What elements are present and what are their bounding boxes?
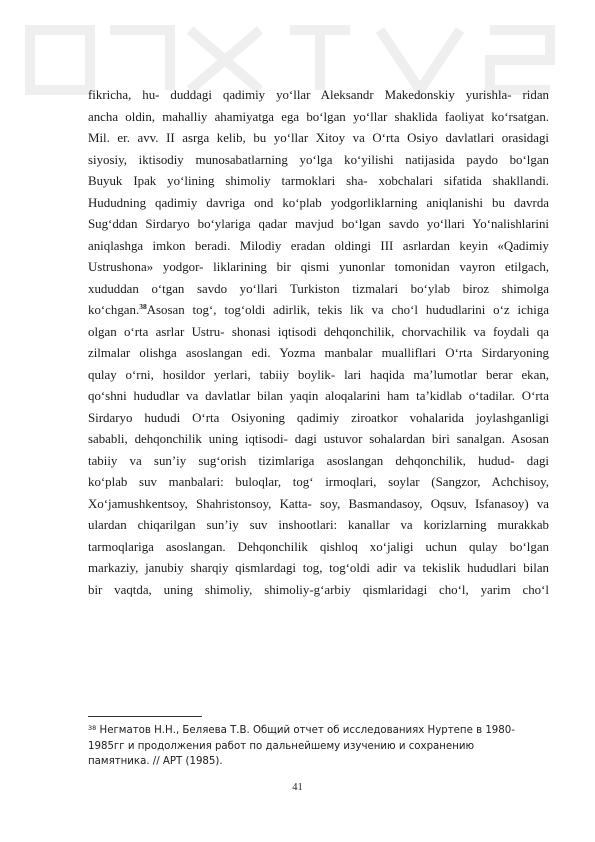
body-line: ancha oldin, mahalliy ahamiyatga ega bo‘lgan yo‘llar shaklida faoliyat ko‘rsatgan.	[88, 109, 549, 124]
body-line: xududdan o‘tgan savdo yo‘llari Turkiston tizmalari bo‘ylab biroz shimolga	[88, 281, 549, 296]
body-line: qulay o‘rni, hosildor yerlari, tabiiy boylik- lari haqida ma’lumotlar berar ekan,	[88, 367, 549, 382]
body-line: Sirdaryo hududi O‘rta Osiyoning qadimiy ziroatkor vohalarida joylashganligi	[88, 410, 549, 425]
body-line: Buyuk Ipak yo‘lining shimoliy tarmoklari sha- xobchalari sifatida shakllandi.	[88, 174, 549, 188]
body-line: tarmoqlariga asoslangan. Dehqonchilik qishloq xo‘jaligi uchun qulay bo‘lgan	[88, 539, 549, 554]
body-line-start: ko‘chgan.	[88, 303, 140, 317]
footnote-line: 1985гг и продолжения работ по дальнейшему изучению и сохранению	[88, 740, 475, 752]
body-line: Sug‘ddan Sirdaryo bo‘ylariga qadar mavjud bo‘lgan savdo yo‘llari Yo‘nalishlarini	[88, 217, 549, 231]
body-line: qo‘shni hududlar va davlatlar bilan yaqin aloqalarini ham ta’kidlab o‘tadilar. O‘rta	[88, 389, 549, 403]
footnote-line	[88, 721, 558, 739]
body-line: Xo‘jamushkentsoy, Shahristonsoy, Katta- soy, Basmandasoy, Oqsuv, Isfanasoy) va	[88, 496, 549, 511]
body-line: bir vaqtda, uning shimoliy, shimoliy-g‘arbiy qismlaridagi cho‘l, yarim cho‘l	[88, 582, 549, 597]
body-line: siyosiy, iktisodiy munosabatlarning yo‘lga ko‘yilishi natijasida paydo bo‘lgan	[88, 152, 549, 167]
body-text	[88, 85, 549, 601]
footnote-text: Негматов Н.Н., Беляева Т.В. Общий отчет об исследованиях Нуртепе в 1980-	[99, 725, 515, 736]
page-number: 41	[292, 782, 303, 793]
body-line-end: Asosan tog‘, tog‘oldi adirlik, tekis lik va cho‘l hududlarini o‘z ichiga	[146, 303, 549, 317]
body-line: fikricha, hu- duddagi qadimiy yo‘llar Aleksandr Makedonskiy yurishla- ridan	[88, 88, 549, 102]
body-line: ko‘plab suv manbalari: buloqlar, tog‘ irmoqlari, soylar (Sangzor, Achchisoy,	[88, 475, 549, 489]
body-line: ulardan chiqarilgan sun’iy suv inshootlari: kanallar va korizlarning murakkab	[88, 518, 549, 532]
body-line: aniqlashga imkon beradi. Milodiy eradan oldingi III asrlardan keyin «Qadimiy	[88, 238, 549, 253]
footnote-line: памятника. // АРТ (1985).	[88, 756, 223, 767]
body-line-with-footnote-ref	[88, 300, 549, 322]
body-line: Ustrushona» yodgor- liklarining bir qismi yunonlar tomonidan vayron etilgach,	[88, 260, 549, 274]
body-line: markaziy, janubiy sharqiy qismlardagi tog, tog‘oldi adir va tekislik hududlari bilan	[88, 561, 549, 575]
body-line: sababli, dehqonchilik uning iqtisodi- dagi ustuvor sohalardan biri sanalgan. Asosan	[88, 432, 549, 446]
body-line: Hududning qadimiy davriga ond ko‘plab yodgorliklarning aniqlanishi bu davrda	[88, 195, 549, 210]
body-line: olgan o‘rta asrlar Ustru- shonasi iqtisodi dehqonchilik, chorvachilik va foydali qa	[88, 324, 549, 339]
body-line: Mil. er. avv. II asrga kelib, bu yo‘llar Xitoy va O‘rta Osiyo davlatlari orasidagi	[88, 131, 549, 145]
body-line: zilmalar olishga asoslangan edi. Yozma manbalar mualliflari O‘rta Sirdaryoning	[88, 346, 549, 360]
footnote-number: 38	[88, 724, 97, 732]
body-line: tabiiy va sun’iy sug‘orish tizimlariga asoslangan dehqonchilik, hudud- dagi	[88, 453, 549, 468]
footnote-separator	[88, 716, 202, 717]
footnote	[88, 721, 558, 770]
footnote-reference[interactable]: 38	[139, 302, 147, 311]
